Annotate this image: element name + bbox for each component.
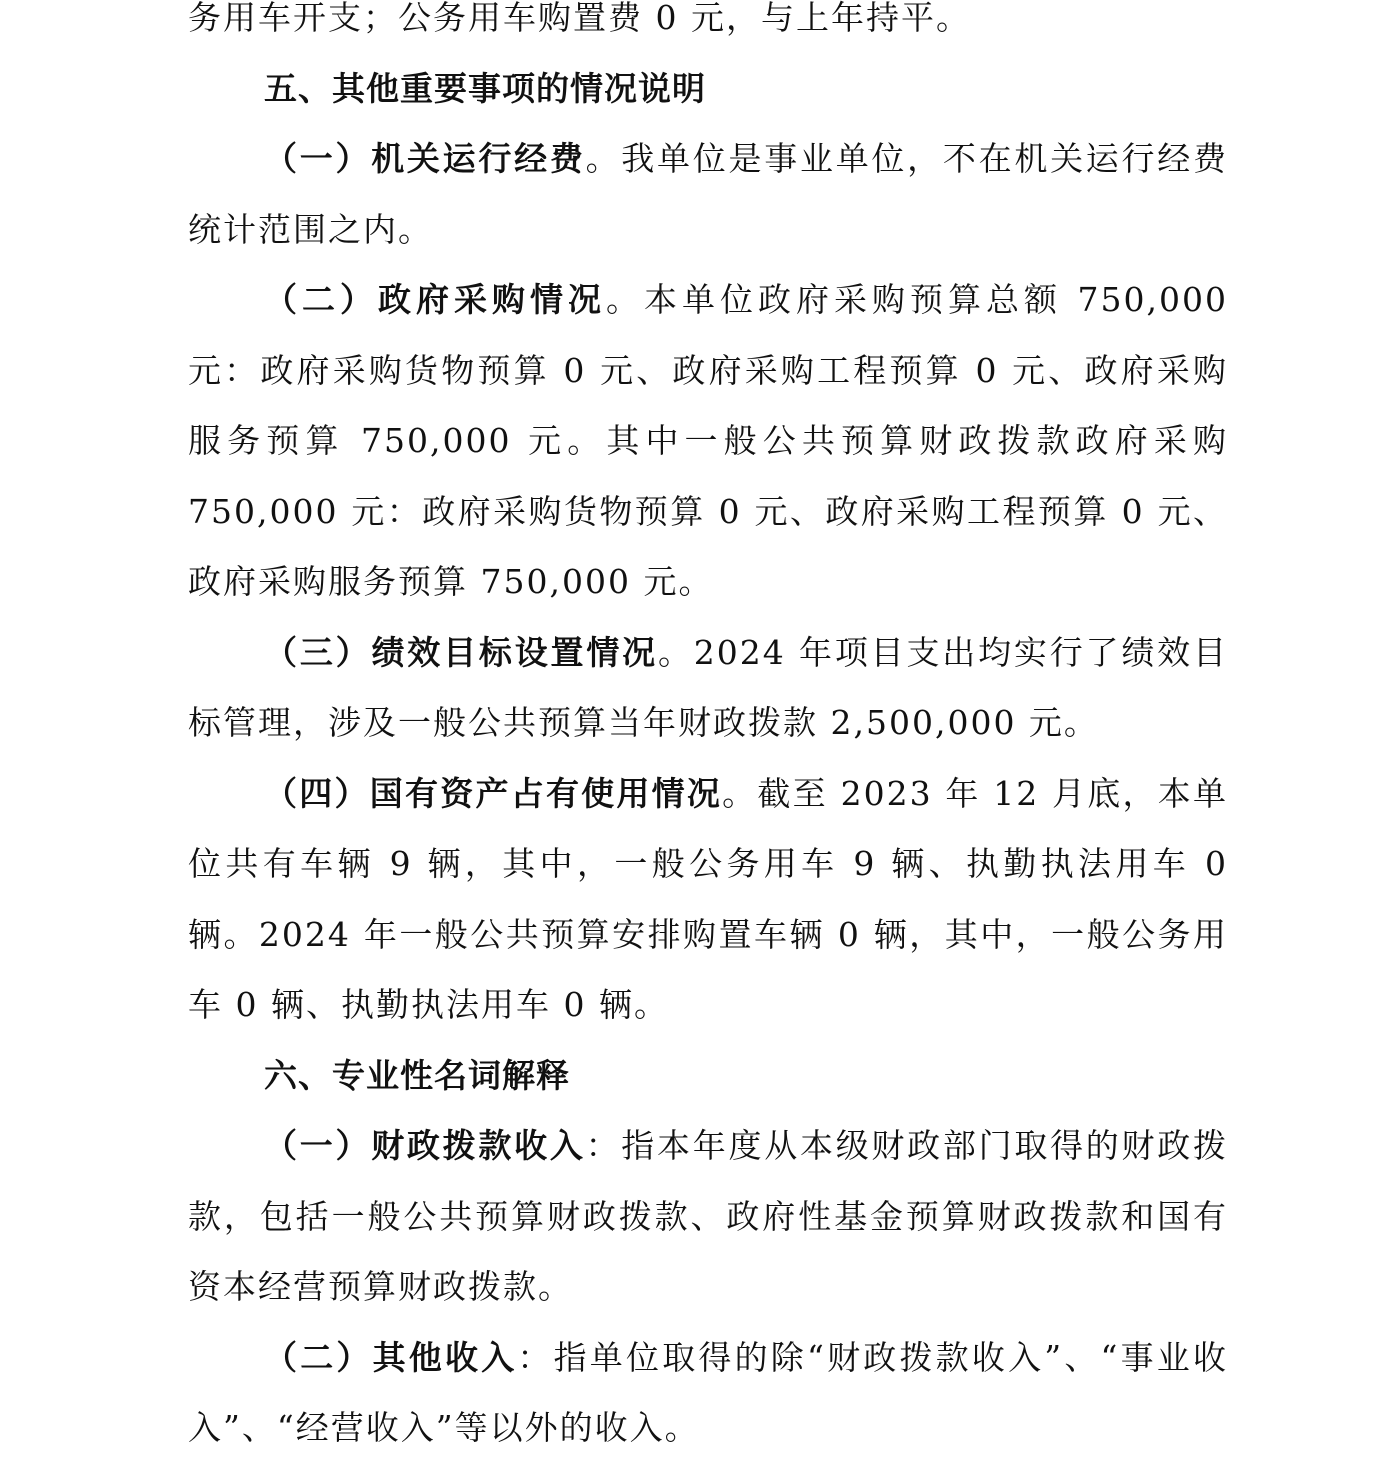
heading-text: 六、专业性名词解释 [264, 1055, 570, 1095]
paragraph-text: ：指本年度从本级财政部门取得的财政拨款，包括一般公共预算财政拨款、政府性基金预算财政拨款和国有资本经营预算财政拨款。 [188, 1126, 1229, 1306]
paragraph-state-assets [188, 759, 1228, 1041]
paragraph-vehicle-expense-tail [188, 0, 1228, 54]
paragraph-performance-goals [188, 618, 1228, 759]
heading-text: 五、其他重要事项的情况说明 [264, 68, 706, 108]
paragraph-text: ：指单位取得的除“财政拨款收入”、“事业收入”、“经营收入”等以外的收入。 [188, 1337, 1228, 1447]
paragraph-government-procurement [188, 265, 1228, 618]
paragraph-lead: （三）绩效目标设置情况 [264, 632, 658, 672]
paragraph-lead: （二）其他收入 [264, 1337, 518, 1377]
paragraph-lead: （四）国有资产占有使用情况 [264, 773, 723, 813]
paragraph-lead: （一）财政拨款收入 [264, 1126, 586, 1165]
section-heading-other-matters [188, 54, 1228, 125]
paragraph-text: 。本单位政府采购预算总额 750,000 元：政府采购货物预算 0 元、政府采购工程预算 0 元、政府采购服务预算 750,000 元。其中一般公共预算财政拨款政府采购 750,000 元：政府采购货物预算 0 元、政府采购工程预算 0 元、政府采购服务预算 750,000 元。 [188, 280, 1229, 601]
paragraph-lead: （一）机关运行经费 [264, 139, 586, 178]
document-page [188, 0, 1228, 1464]
paragraph-fiscal-appropriation-income [188, 1111, 1228, 1323]
paragraph-text: 。截至 2023 年 12 月底，本单位共有车辆 9 辆，其中，一般公务用车 9 辆、执勤执法用车 0 辆。2024 年一般公共预算安排购置车辆 0 辆，其中，一般公务用车 0 辆、执勤执法用车 0 辆。 [188, 773, 1228, 1024]
paragraph-text: 务用车开支；公务用车购置费 0 元，与上年持平。 [188, 0, 971, 37]
paragraph-other-income [188, 1323, 1228, 1464]
paragraph-text: 。2024 年项目支出均实行了绩效目标管理，涉及一般公共预算当年财政拨款 2,500,000 元。 [188, 632, 1228, 742]
paragraph-lead: （二）政府采购情况 [264, 280, 607, 319]
paragraph-operating-expenses [188, 124, 1228, 265]
section-heading-terminology [188, 1041, 1228, 1112]
paragraph-text: 。我单位是事业单位，不在机关运行经费统计范围之内。 [188, 139, 1229, 249]
